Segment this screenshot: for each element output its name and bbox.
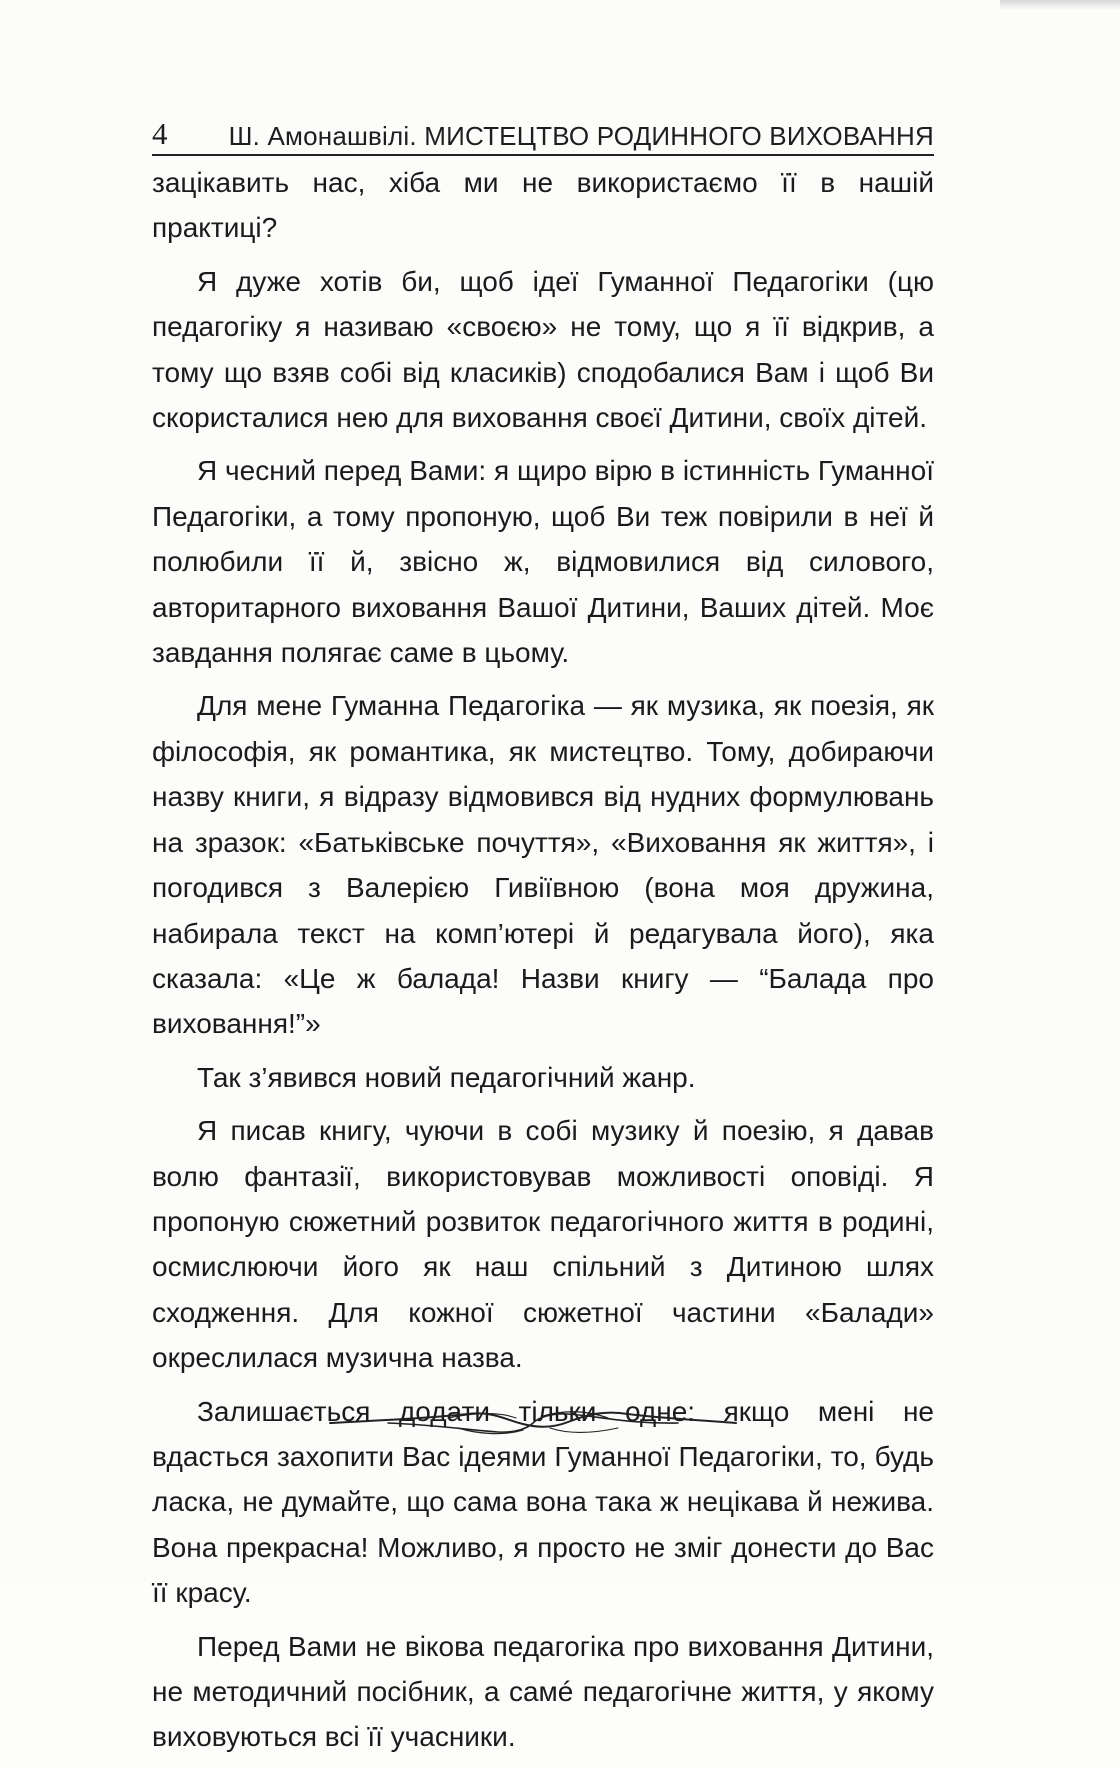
running-title: Ш. Амонашвілі. МИСТЕЦТВО РОДИННОГО ВИХОВАННЯ	[228, 121, 934, 151]
paragraph: Я дуже хотів би, щоб ідеї Гуманної Педагогіки (цю педагогіку я називаю «своєю» не тому, що я її відкрив, а тому що взяв собі від класиків) сподобалися Вам і щоб Ви скористалися нею для виховання своєї Дитини, своїх дітей.	[152, 265, 934, 434]
paragraph: Я чесний перед Вами: я щиро вірю в істинність Гуманної Педагогіки, а тому пропоную, щоб Ви теж повірили в неї й полюбили її й, звісно ж, відмовилися від силового, авторитарного виховання Вашої Дитини, Ваших дітей. Моє завдання полягає саме в цьому.	[152, 455, 934, 669]
running-header	[152, 108, 934, 156]
paragraph-continuation: зацікавить нас, хіба ми не використаємо її в нашій практиці?	[152, 167, 934, 244]
body-text	[152, 160, 934, 1768]
paragraph: Для мене Гуманна Педагогіка — як музика, як поезія, як філософія, як романтика, як мистецтво. Тому, добираючи назву книги, я відразу відмовився від нудних формулювань на зразок: «Батьківське почуття», «Виховання як життя», і погодився з Валерією Гивіївною (вона моя дружина, набирала текст на комп’ютері й редагувала його), яка сказала: «Це ж балада! Назви книгу — “Балада про виховання!”»	[152, 690, 934, 1040]
ornament-divider-icon	[328, 1398, 738, 1448]
paragraph: Перед Вами не вікова педагогіка про виховання Дитини, не методичний посібник, а самé педагогічне життя, у якому виховуються всі її учасники.	[152, 1630, 934, 1753]
page-number: 4	[152, 116, 168, 151]
scan-edge-shadow	[1000, 0, 1120, 10]
paragraph: Я писав книгу, чуючи в собі музику й поезію, я давав волю фантазії, використовував можливості оповіді. Я пропоную сюжетний розвиток педагогічного життя в родині, осмислюючи його як наш спільний з Дитиною шлях сходження. Для кожної сюжетної частини «Балади» окреслилася музична назва.	[152, 1115, 934, 1374]
paragraph: Залишається додати тільки одне: якщо мені не вдасться захопити Вас ідеями Гуманної Педагогіки, то, будь ласка, не думайте, що сама вона така ж нецікава й нежива. Вона прекрасна! Можливо, я просто не зміг донести до Вас її красу.	[152, 1395, 934, 1609]
paragraph: Так з’явився новий педагогічний жанр.	[197, 1061, 696, 1093]
